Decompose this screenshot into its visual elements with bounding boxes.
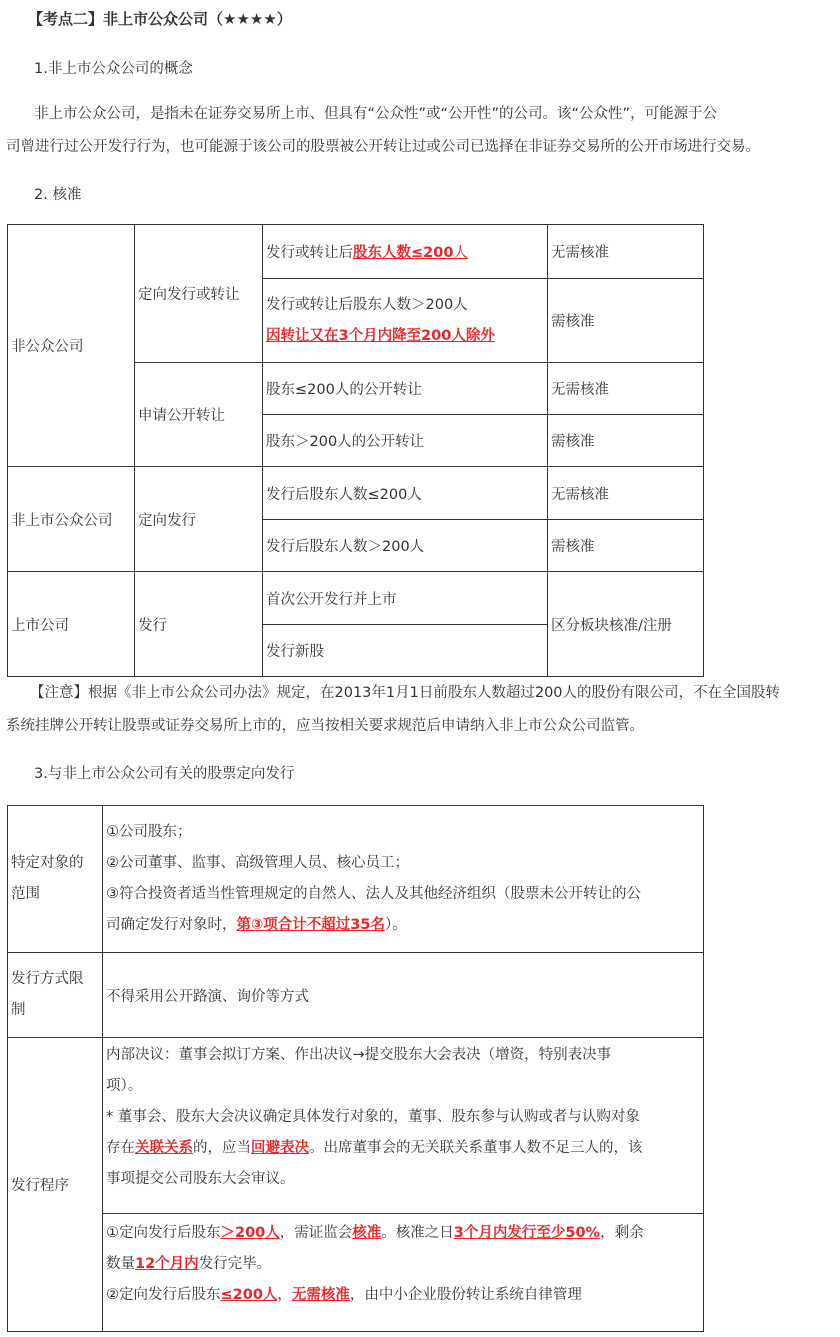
section-3-heading: 3.与非上市公众公司有关的股票定向发行: [34, 766, 295, 782]
cell: 首次公开发行并上市: [263, 572, 548, 625]
cell: 需核准: [548, 520, 704, 572]
paragraph-line: 司曾进行过公开发行行为，也可能源于该公司的股票被公开转让过或公司已选择在非证券交易所的公开市场进行交易。: [6, 139, 760, 155]
cell: 特定对象的范围: [8, 806, 103, 953]
cell: 无需核准: [548, 467, 704, 520]
cell: 非上市公众公司: [8, 467, 135, 572]
approval-table: [7, 224, 704, 677]
cell: 发行或转让后股东人数≤200人: [263, 225, 548, 279]
cell: 股东＞200人的公开转让: [263, 415, 548, 467]
note-line: 【注意】根据《非上市公众公司办法》规定，在2013年1月1日前股东人数超过200人的股份有限公司，不在全国股转: [30, 685, 781, 701]
cell: 无需核准: [548, 225, 704, 279]
page-title: 【考点二】非上市公众公司（★★★★）: [28, 10, 292, 28]
cell: 无需核准: [548, 363, 704, 415]
cell: 股东≤200人的公开转让: [263, 363, 548, 415]
cell: 区分板块核准/注册: [548, 572, 704, 677]
cell: 上市公司: [8, 572, 135, 677]
note-line: 系统挂牌公开转让股票或证券交易所上市的，应当按相关要求规范后申请纳入非上市公众公司监管。: [6, 718, 644, 734]
cell: 需核准: [548, 279, 704, 363]
section-1-heading: 1.非上市公众公司的概念: [34, 61, 193, 77]
cell: 发行或转让后股东人数＞200人 因转让又在3个月内降至200人除外: [263, 279, 548, 363]
cell: 定向发行: [135, 467, 263, 572]
cell: 需核准: [548, 415, 704, 467]
cell: ①公司股东； ②公司董事、监事、高级管理人员、核心员工； ③符合投资者适当性管理规定的自然人、法人及其他经济组织（股票未公开转让的公 司确定发行对象时，第③项合计不超过35名）。: [103, 806, 704, 953]
private-placement-table: [7, 805, 704, 1332]
cell: 发行程序: [8, 1038, 103, 1332]
cell: 不得采用公开路演、询价等方式: [103, 953, 704, 1038]
paragraph-line: 非上市公众公司，是指未在证券交易所上市、但具有“公众性”或“公开性”的公司。该“公众性”，可能源于公: [34, 106, 718, 122]
cell: 发行后股东人数＞200人: [263, 520, 548, 572]
cell: 内部决议：董事会拟订方案、作出决议→提交股东大会表决（增资，特别表决事 项）。 * 董事会、股东大会决议确定具体发行对象的，董事、股东参与认购或者与认购对象 存在关联关系的，应当回避表决。出席董事会的无关联关系董事人数不足三人的，该 事项提交公司股东大会审议。: [103, 1038, 704, 1214]
cell: 申请公开转让: [135, 363, 263, 467]
section-2-heading: 2. 核准: [34, 187, 82, 203]
cell: 非公众公司: [8, 225, 135, 467]
cell: 发行后股东人数≤200人: [263, 467, 548, 520]
cell: 发行: [135, 572, 263, 677]
cell: ①定向发行后股东＞200人，需证监会核准。核准之日3个月内发行至少50%，剩余 数量12个月内发行完毕。 ②定向发行后股东≤200人，无需核准，由中小企业股份转让系统自律管理: [103, 1214, 704, 1332]
cell: 发行方式限制: [8, 953, 103, 1038]
cell: 发行新股: [263, 625, 548, 677]
cell: 定向发行或转让: [135, 225, 263, 363]
